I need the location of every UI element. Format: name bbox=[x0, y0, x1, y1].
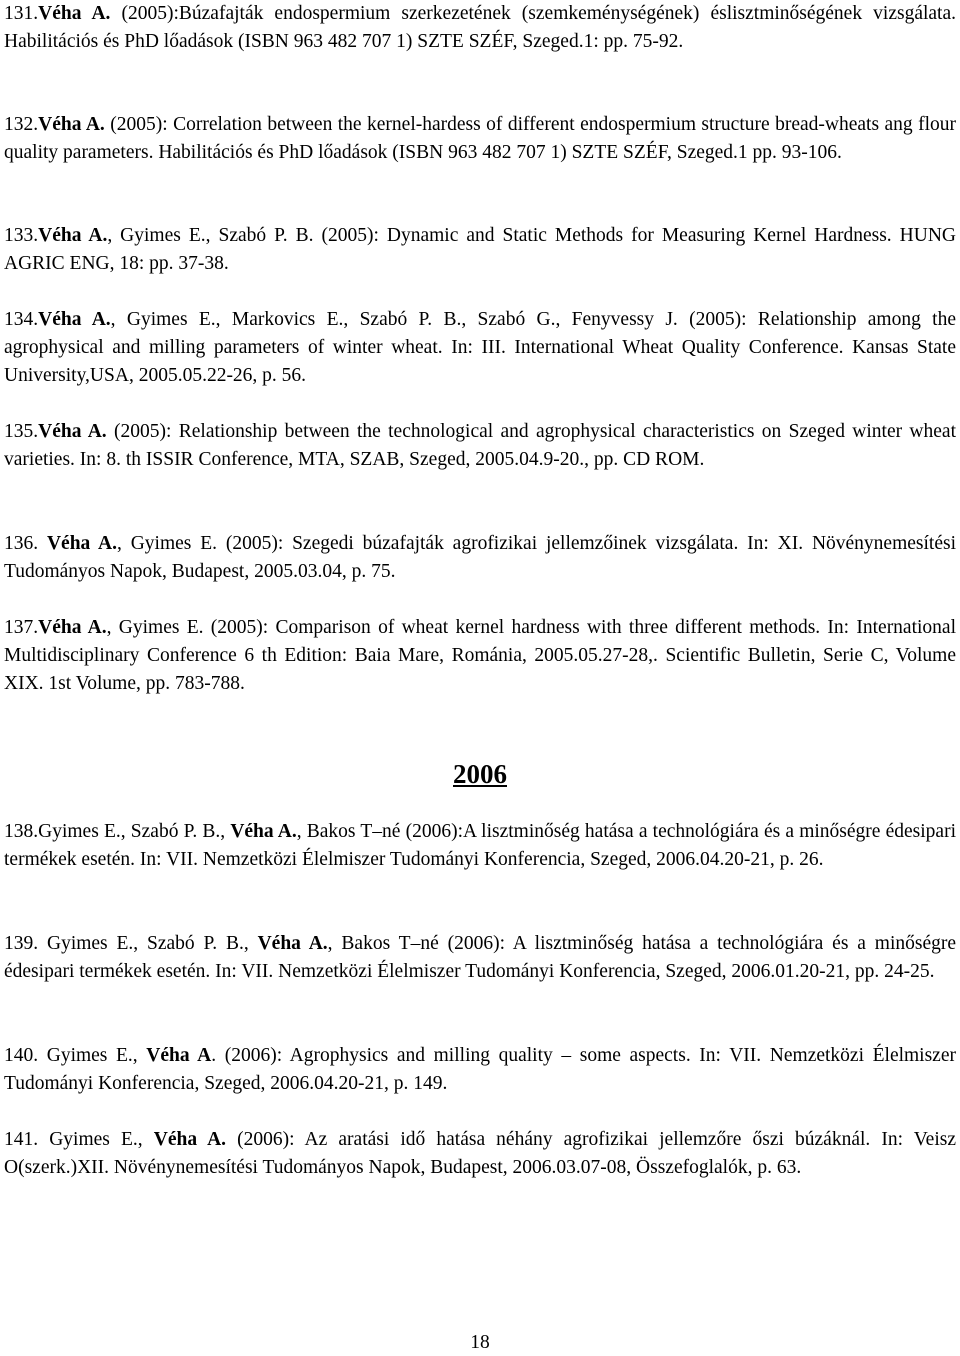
reference-entry-138: 138.Gyimes E., Szabó P. B., Véha A., Bakos T–né (2006):A lisztminőség hatása a technológiára és a minőségre édesipari termékek esetén. In: VII. Nemzetközi Élelmiszer Tudományi Konferencia, Szeged, 2006.04.20-21, p. 26. bbox=[4, 821, 956, 870]
year-heading: 2006 bbox=[453, 759, 507, 789]
reference-entry-141: 141. Gyimes E., Véha A. (2006): Az aratási idő hatása néhány agrofizikai jellemzőre őszi búzáknál. In: Veisz O(szerk.)XII. Növénynemesítési Tudományos Napok, Budapest, 2006.03.07-08, Összefoglalók, p. 63. bbox=[4, 1129, 957, 1178]
page-number: 18 bbox=[470, 1332, 490, 1353]
reference-entry-136: 136. Véha A., Gyimes E. (2005): Szegedi búzafajták agrofizikai jellemzőinek vizsgálata. In: XI. Növénynemesítési Tudományos Napok, Budapest, 2005.03.04, p. 75. bbox=[4, 533, 956, 582]
reference-entry-140: 140. Gyimes E., Véha A. (2006): Agrophysics and milling quality – some aspects. In: VII. Nemzetközi Élelmiszer Tudományi Konferencia, Szeged, 2006.04.20-21, p. 149. bbox=[4, 1045, 956, 1094]
reference-entry-133: 133.Véha A., Gyimes E., Szabó P. B. (2005): Dynamic and Static Methods for Measuring Kernel Hardness. HUNG AGRIC ENG, 18: pp. 37-38. bbox=[4, 225, 956, 274]
reference-entry-135: 135.Véha A. (2005): Relationship between the technological and agrophysical characteristics on Szeged winter wheat varieties. In: 8. th ISSIR Conference, MTA, SZAB, Szeged, 2005.04.9-20., pp. CD ROM. bbox=[4, 421, 956, 470]
reference-entry-139: 139. Gyimes E., Szabó P. B., Véha A., Bakos T–né (2006): A lisztminőség hatása a technológiára és a minőségre édesipari termékek esetén. In: VII. Nemzetközi Élelmiszer Tudományi Konferencia, Szeged, 2006.01.20-21, pp. 24-25. bbox=[4, 933, 957, 982]
reference-entry-137: 137.Véha A., Gyimes E. (2005): Comparison of wheat kernel hardness with three different methods. In: International Multidisciplinary Conference 6 th Edition: Baia Mare, Románia, 2005.05.27-28,. Scientific Bulletin, Serie C, Volume XIX. 1st Volume, pp. 783-788. bbox=[4, 617, 956, 694]
reference-entry-131: 131.Véha A. (2005):Búzafajták endospermium szerkezetének (szemkeménységének) éslisztminőségének vizsgálata. Habilitációs és PhD lőadások (ISBN 963 482 707 1) SZTE SZÉF, Szeged.1: pp. 75-92. bbox=[4, 3, 956, 52]
reference-entry-134: 134.Véha A., Gyimes E., Markovics E., Szabó P. B., Szabó G., Fenyvessy J. (2005): Relationship among the agrophysical and milling parameters of winter wheat. In: III. International Wheat Quality Conference. Kansas State University,USA, 2005.05.22-26, p. 56. bbox=[4, 309, 956, 386]
reference-entry-132: 132.Véha A. (2005): Correlation between the kernel-hardess of different endospermium structure bread-wheats ang flour quality parameters. Habilitációs és PhD lőadások (ISBN 963 482 707 1) SZTE SZÉF, Szeged.1 pp. 93-106. bbox=[4, 114, 956, 163]
